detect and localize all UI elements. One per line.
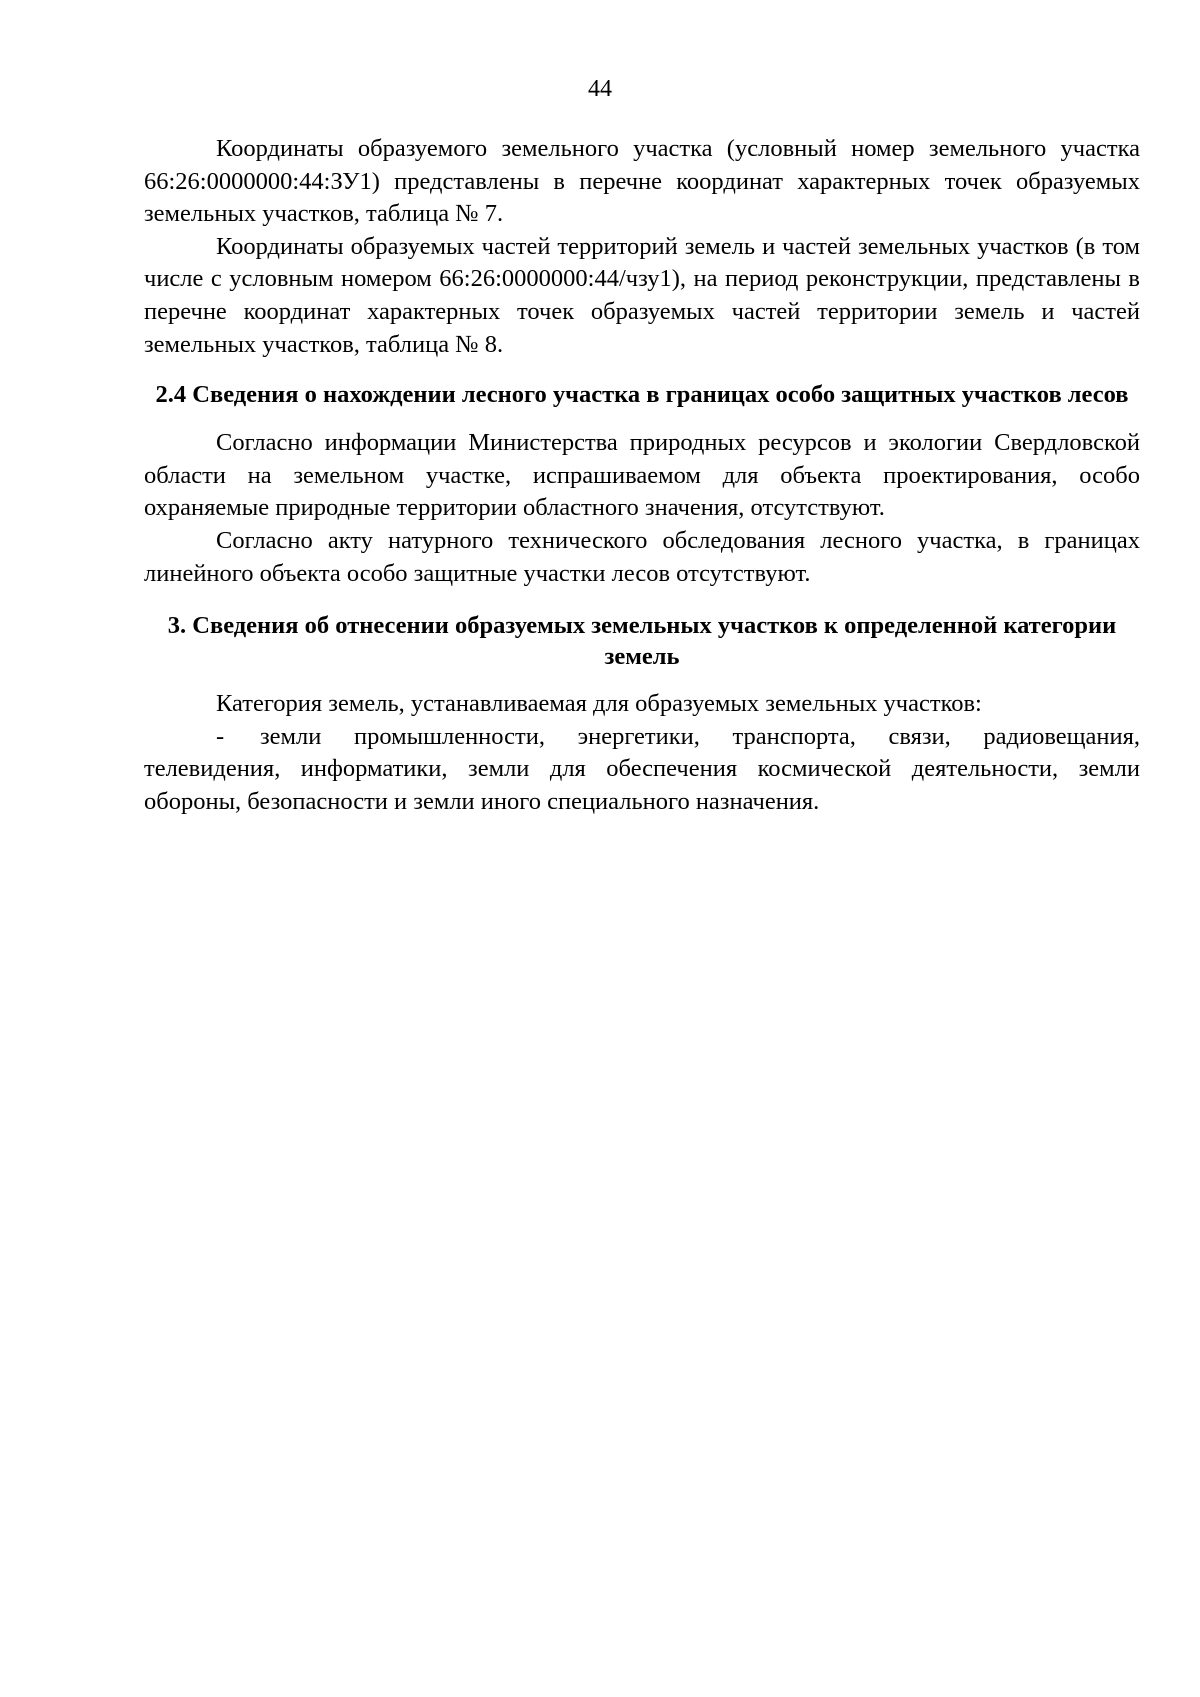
paragraph-coordinates-chzu1: Координаты образуемых частей территорий земель и частей земельных участков (в том числе с условным номером 66:26:0000000:44/чзу1), на период реконструкции, представлены в перечне координат характерных точек образуемых частей территории земель и частей земельных участков, таблица № 8. bbox=[144, 232, 1140, 358]
page-content bbox=[144, 133, 1140, 819]
list-item-text: земли промышленности, энергетики, транспорта, связи, радиовещания, телевидения, информатики, земли для обеспечения космической деятельности, земли обороны, безопасности и земли иного специального назначения. bbox=[144, 722, 1140, 815]
paragraph-land-category: Категория земель, устанавливаемая для образуемых земельных участков: bbox=[216, 690, 982, 718]
section-heading-3: 3. Сведения об отнесении образуемых земельных участков к определенной категории земель bbox=[167, 612, 1117, 671]
list-item-land-category bbox=[144, 721, 1140, 819]
paragraph-coordinates-zu1: Координаты образуемого земельного участка (условный номер земельного участка 66:26:0000000:44:ЗУ1) представлены в перечне координат характерных точек образуемых земельных участков, таблица № 7. bbox=[144, 135, 1140, 228]
section-heading-2-4: 2.4 Сведения о нахождении лесного участка в границах особо защитных участков лесов bbox=[155, 381, 1129, 409]
list-dash-marker: - bbox=[216, 722, 225, 750]
page-number: 44 bbox=[588, 76, 612, 102]
paragraph-ministry-info: Согласно информации Министерства природных ресурсов и экологии Свердловской области на земельном участке, испрашиваемом для объекта проектирования, особо охраняемые природные территории областного значения, отсутствуют. bbox=[144, 429, 1140, 522]
paragraph-inspection-act: Согласно акту натурного технического обследования лесного участка, в границах линейного объекта особо защитные участки лесов отсутствуют. bbox=[144, 526, 1140, 587]
